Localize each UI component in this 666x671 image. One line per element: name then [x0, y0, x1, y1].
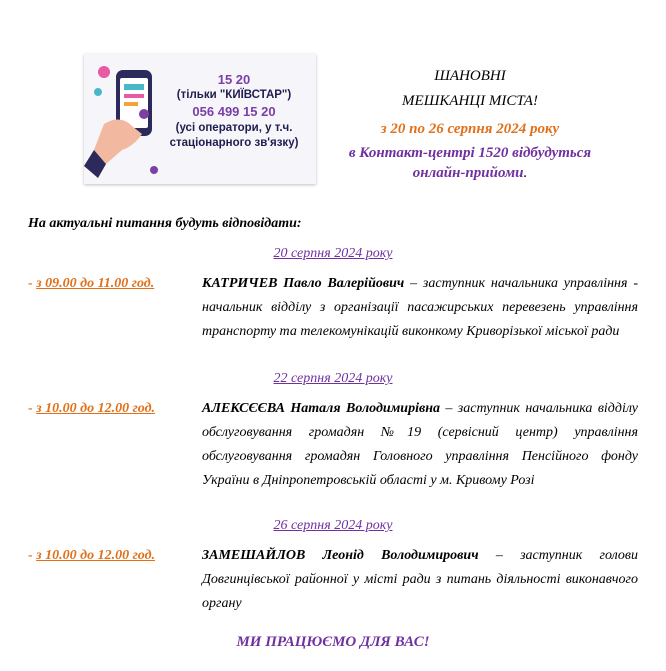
schedule-time-1: - з 09.00 до 11.00 год.: [28, 276, 155, 291]
schedule-date-1: 20 серпня 2024 року: [273, 246, 393, 261]
greeting-line2: МЕШКАНЦІ МІСТА!: [402, 93, 538, 109]
banner-landline-note: стаціонарного зв'язку): [169, 137, 299, 149]
greeting-line4: в Контакт-центрі 1520 відбудуться: [348, 145, 592, 161]
schedule-description-2: АЛЕКСЄЄВА Наталя Володимирівна – заступник начальника відділу обслуговування громадян №19 (сервісний центр) управління обслуговування громадян Головного управління Пенсійного фонду України в Дніпропетровській області у м. Кривому Розі: [202, 401, 638, 488]
greeting-dates: з 20 по 26 серпня 2024 року: [380, 121, 560, 137]
hotline-banner: [84, 54, 316, 184]
schedule-description-3: ЗАМЕШАЙЛОВ Леонід Володимирович – заступник голови Довгинцівської районної у місті ради з питань діяльності виконавчого органу: [202, 548, 638, 611]
greeting-line5: онлайн-прийоми.: [412, 165, 528, 181]
schedule-time-2: - з 10.00 до 12.00 год.: [28, 401, 156, 416]
banner-number-short: 15 20: [217, 72, 251, 87]
schedule-date-2: 22 серпня 2024 року: [273, 371, 393, 386]
intro-text: На актуальні питання будуть відповідати:: [28, 216, 302, 231]
schedule-time-3: - з 10.00 до 12.00 год.: [28, 548, 156, 563]
banner-all-operators: (усі оператори, у т.ч.: [175, 122, 293, 134]
banner-number-long: 056 499 15 20: [192, 104, 276, 119]
schedule-date-3: 26 серпня 2024 року: [273, 518, 393, 533]
schedule-description-1: КАТРИЧЕВ Павло Валерійович – заступник начальника управління - начальник відділу з організації пасажирських перевезень управління транспорту та телекомунікацій виконкому Криворізької міської ради: [202, 276, 638, 339]
greeting-line1: ШАНОВНІ: [434, 68, 506, 84]
banner-operator-note: (тільки "КИЇВСТАР"): [176, 89, 292, 101]
footer-slogan: МИ ПРАЦЮЄМО ДЛЯ ВАС!: [236, 634, 430, 650]
